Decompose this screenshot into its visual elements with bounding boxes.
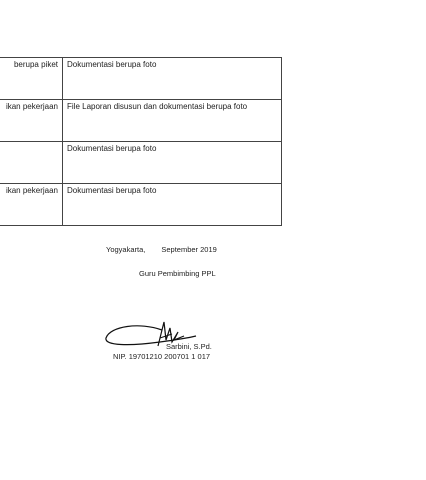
- signature-place-date: [106, 245, 426, 254]
- table-row: [0, 184, 282, 226]
- table-row: [0, 100, 282, 142]
- table-cell-evidence: File Laporan disusun dan dokumentasi berupa foto: [63, 100, 282, 142]
- table-cell-evidence: Dokumentasi berupa foto: [63, 184, 282, 226]
- signer-role: Guru Pembimbing PPL: [139, 269, 216, 278]
- signature-place: Yogyakarta,: [106, 245, 146, 254]
- table-row: [0, 142, 282, 184]
- table-cell-activity: ikan pekerjaan: [0, 100, 63, 142]
- table-cell-evidence: Dokumentasi berupa foto: [63, 142, 282, 184]
- signer-nip: NIP. 19701210 200701 1 017: [113, 352, 211, 361]
- signer-name: Sarbini, S.Pd.: [166, 342, 212, 351]
- table-cell-activity: [0, 142, 63, 184]
- signature-date: September 2019: [161, 245, 217, 254]
- table-cell-activity: ikan pekerjaan: [0, 184, 63, 226]
- activity-table: [0, 57, 282, 226]
- table-row: [0, 58, 282, 100]
- table-cell-evidence: Dokumentasi berupa foto: [63, 58, 282, 100]
- table-cell-activity: berupa piket: [0, 58, 63, 100]
